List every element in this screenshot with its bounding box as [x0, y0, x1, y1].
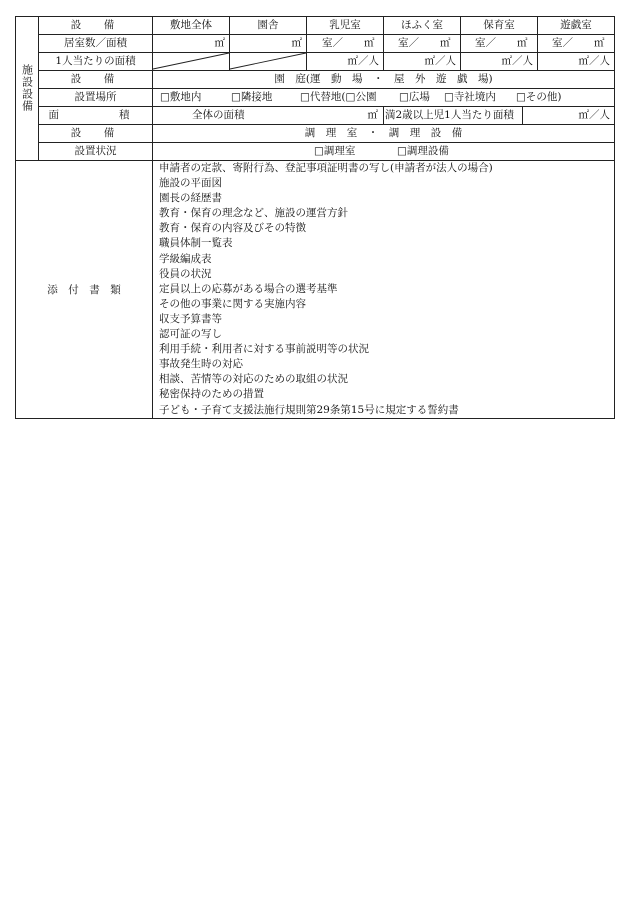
col-divider: [522, 106, 523, 124]
list-item: 定員以上の応募がある場合の選考基準: [159, 282, 338, 295]
row-divider: [38, 88, 615, 89]
field-infant-per-person[interactable]: ㎡／人: [347, 55, 379, 67]
checkbox-kitchen-equipment[interactable]: □調理設備: [397, 145, 449, 157]
row-label-area: 面 積: [48, 109, 143, 121]
row-label-installation: 設置状況: [74, 145, 117, 157]
checkbox-plaza[interactable]: □広場: [399, 91, 430, 103]
field-crawling-room-area[interactable]: 室／ ㎡: [398, 37, 451, 49]
col-divider: [383, 106, 384, 124]
checkbox-adjacent[interactable]: □隣接地: [231, 91, 273, 103]
list-item: その他の事業に関する実施内容: [159, 297, 306, 310]
attachments-list: [159, 161, 611, 418]
field-total-area[interactable]: ㎡: [367, 109, 378, 121]
list-item: 収支予算書等: [159, 312, 222, 325]
list-item: 施設の平面図: [159, 177, 222, 190]
field-site-area[interactable]: ㎡: [214, 37, 225, 49]
field-crawling-per-person[interactable]: ㎡／人: [424, 55, 456, 67]
row-divider: [38, 124, 615, 125]
list-item: 園長の経歴書: [159, 192, 222, 205]
checkbox-other[interactable]: □その他): [516, 91, 562, 103]
garden-heading: 園 庭(運 動 場 ・ 屋 外 遊 戯 場): [274, 73, 493, 85]
attachments-label-cell: [16, 161, 152, 418]
list-item: 教育・保育の理念など、施設の運営方針: [159, 207, 348, 220]
row-label-equipment: 設 備: [70, 73, 121, 85]
list-item: 認可証の写し: [159, 328, 222, 341]
header-crawling-room: ほふく室: [401, 19, 443, 31]
row-label-equipment: 設 備: [70, 19, 121, 31]
list-item: 事故発生時の対応: [159, 358, 243, 371]
row-divider: [38, 142, 615, 143]
row-label-per-person-area: 1人当たりの面積: [55, 55, 136, 67]
row-divider: [38, 34, 615, 35]
per-child-area-label: 満2歳以上児1人当たり面積: [385, 109, 514, 121]
field-nursery-room-area[interactable]: 室／ ㎡: [475, 37, 528, 49]
table-top-border: [15, 16, 615, 17]
row-label-rooms-area: 居室数／面積: [64, 37, 127, 49]
header-playroom: 遊戯室: [560, 19, 592, 31]
header-nursery-room: 保育室: [483, 19, 515, 31]
field-building-area[interactable]: ㎡: [291, 37, 302, 49]
row-divider: [38, 70, 615, 71]
list-item: 役員の状況: [159, 267, 212, 280]
table-bottom-border: [15, 418, 615, 419]
header-building: 園舎: [257, 19, 279, 31]
row-label-equipment: 設 備: [70, 127, 121, 139]
checkbox-on-site[interactable]: □敷地内: [160, 91, 202, 103]
row-label-location: 設置場所: [74, 91, 117, 103]
field-playroom-per-person[interactable]: ㎡／人: [578, 55, 610, 67]
list-item: 秘密保持のための措置: [159, 388, 264, 401]
field-playroom-area[interactable]: 室／ ㎡: [552, 37, 605, 49]
header-infant-room: 乳児室: [329, 19, 361, 31]
list-item: 職員体制一覧表: [159, 237, 233, 250]
diagonal-strike: [152, 52, 307, 70]
field-per-child-area[interactable]: ㎡／人: [578, 109, 610, 121]
row-divider: [38, 106, 615, 107]
header-site: 敷地全体: [170, 19, 212, 31]
checkbox-kitchen-room[interactable]: □調理室: [314, 145, 356, 157]
table-right-border: [614, 16, 615, 419]
facility-side-text: 施設設備: [20, 64, 34, 112]
checkbox-temple-grounds[interactable]: □寺社境内: [444, 91, 496, 103]
checkbox-substitute-park[interactable]: □代替地(□公園: [300, 91, 377, 103]
field-nursery-per-person[interactable]: ㎡／人: [501, 55, 533, 67]
list-item: 利用手続・利用者に対する事前説明等の状況: [159, 343, 369, 356]
kitchen-heading: 調 理 室 ・ 調 理 設 備: [304, 127, 463, 139]
field-infant-room-area[interactable]: 室／ ㎡: [322, 37, 375, 49]
list-item: 相談、苦情等の対応のための取組の状況: [159, 373, 348, 386]
facility-section-label: [15, 16, 38, 160]
list-item: 教育・保育の内容及びその特徴: [159, 222, 306, 235]
row-divider: [38, 52, 615, 53]
list-item: 申請者の定款、寄附行為、登記事項証明書の写し(申請者が法人の場合): [159, 162, 493, 174]
total-area-label: 全体の面積: [192, 109, 245, 121]
list-item: 学級編成表: [159, 252, 212, 265]
attachments-label: 添 付 書 類: [47, 284, 121, 296]
list-item: 子ども・子育て支援法施行規則第29条第15号に規定する誓約書: [159, 403, 459, 416]
